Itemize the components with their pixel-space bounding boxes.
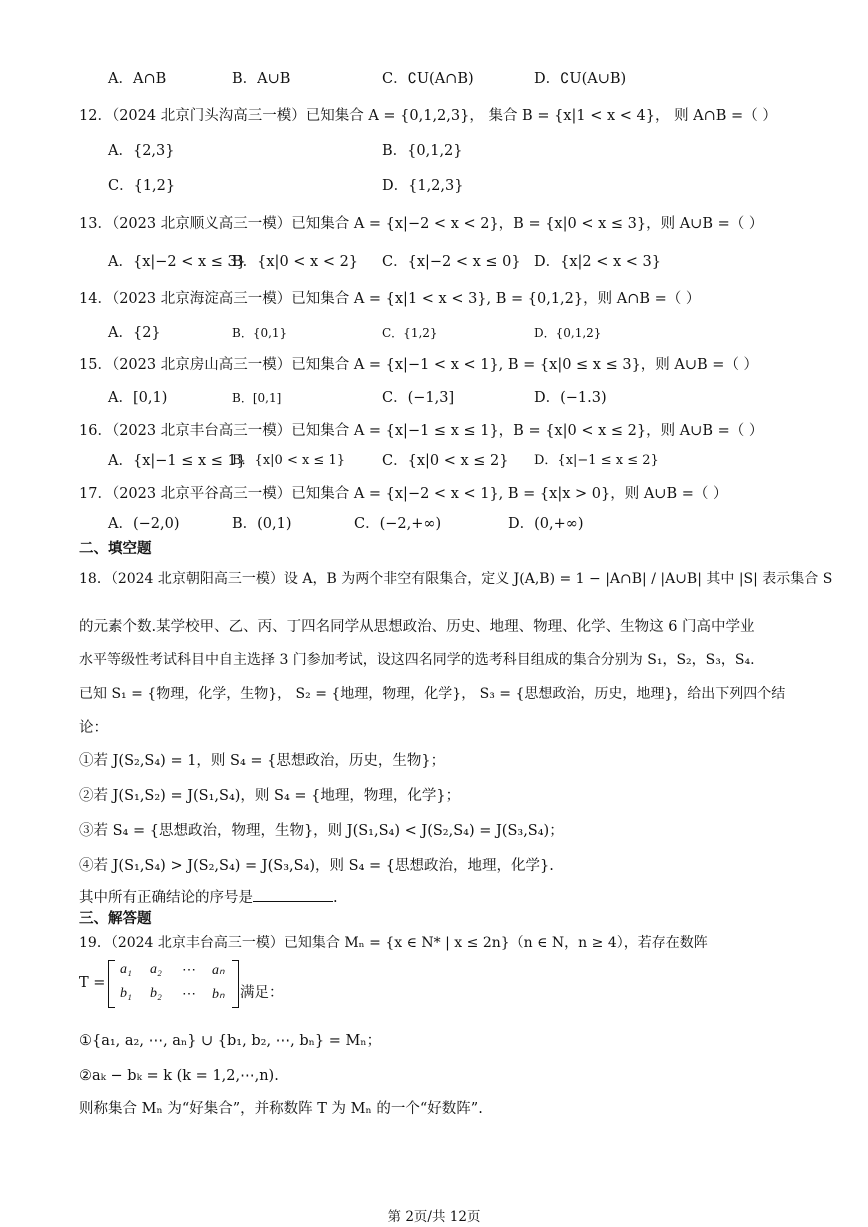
q16-option-b: B．{x|0 < x ≤ 1} [232,453,345,468]
q11-option-b: B．A∪B [232,71,291,87]
q18-question-text: 其中所有正确结论的序号是 [79,890,253,906]
q19-stem: 19．（2024 北京丰台高三一模）已知集合 Mₙ = {x ∈ N* | x ≤ 2n}（n ∈ N，n ≥ 4），若存在数阵 [79,935,708,951]
matrix-dots-1: ⋯ [182,963,196,978]
q12-option-b: B．{0,1,2} [382,143,463,159]
q13-option-c: C．{x|−2 < x ≤ 0} [382,254,521,270]
q19-condition-1: ①{a₁, a₂, ⋯, aₙ} ∪ {b₁, b₂, ⋯, bₙ} = Mₙ； [79,1033,382,1049]
matrix-bn: bₙ [212,987,225,1002]
q16-option-a: A．{x|−1 ≤ x ≤ 1} [108,453,246,469]
q13-option-d: D．{x|2 < x < 3} [534,254,662,270]
q13-option-a: A．{x|−2 < x ≤ 3} [108,254,246,270]
q16-option-d: D．{x|−1 ≤ x ≤ 2} [534,453,659,468]
matrix-a1: a₁ [120,962,132,977]
q15-option-c: C．(−1,3] [382,390,455,406]
q17-option-b: B．(0,1) [232,516,292,532]
q18-line-1: 18．（2024 北京朝阳高三一模）设 A，B 为两个非空有限集合，定义 J(A,B) = 1 − |A∩B| / |A∪B| 其中 |S| 表示集合 S [79,571,833,587]
q15-option-a: A．[0,1) [108,390,168,406]
q18-conclusion-1: ①若 J(S₂,S₄) = 1，则 S₄ = {思想政治，历史，生物}； [79,753,446,769]
q13-option-b: B．{x|0 < x < 2} [232,254,359,270]
q18-question [79,887,338,908]
q18-conclusion-4: ④若 J(S₁,S₄) > J(S₂,S₄) = J(S₃,S₄)，则 S₄ = {思想政治，地理，化学}. [79,858,554,874]
q15-option-b: B．[0,1] [232,391,282,405]
q18-line-5: 论： [79,720,108,736]
q17-option-c: C．(−2,+∞) [354,516,442,532]
q11-option-a: A．A∩B [108,71,167,87]
q18-line-4: 已知 S₁ = {物理，化学，生物}， S₂ = {地理，物理，化学}， S₃ = {思想政治，历史，地理}，给出下列四个结 [79,686,786,702]
matrix-a2: a₂ [150,962,162,977]
q18-conclusion-2: ②若 J(S₁,S₂) = J(S₁,S₄)，则 S₄ = {地理，物理，化学}； [79,788,461,804]
section-fill-in-heading: 二、填空题 [79,541,152,557]
q14-stem: 14．（2023 北京海淀高三一模）已知集合 A = {x|1 < x < 3}, B = {0,1,2}，则 A∩B =（ ） [79,291,701,307]
q14-option-c: C．{1,2} [382,326,438,340]
q14-option-d: D．{0,1,2} [534,326,602,340]
matrix-left-bracket [108,960,115,1008]
q19-condition-2: ②aₖ − bₖ = k (k = 1,2,⋯,n). [79,1068,279,1084]
q14-option-b: B．{0,1} [232,326,288,340]
q15-stem: 15．（2023 北京房山高三一模）已知集合 A = {x|−1 < x < 1}, B = {x|0 ≤ x ≤ 3}，则 A∪B =（ ） [79,357,759,373]
q12-stem: 12．（2024 北京门头沟高三一模）已知集合 A = {0,1,2,3}， 集合 B = {x|1 < x < 4}， 则 A∩B =（ ） [79,108,777,124]
q18-question-end: . [333,890,338,906]
q11-option-d: D．∁U(A∪B) [534,71,627,87]
q16-option-c: C．{x|0 < x ≤ 2} [382,453,509,469]
matrix-b1: b₁ [120,986,132,1001]
q18-line-3: 水平等级性考试科目中自主选择 3 门参加考试，设这四名同学的选考科目组成的集合分别为 S₁，S₂，S₃，S₄. [79,652,755,668]
q11-option-c: C．∁U(A∩B) [382,71,474,87]
q12-option-c: C．{1,2} [108,178,176,194]
matrix-b2: b₂ [150,986,162,1001]
page-footer: 第 2页/共 12页 [387,1209,481,1225]
q18-line-2: 的元素个数.某学校甲、乙、丙、丁四名同学从思想政治、历史、地理、物理、化学、生物这 6 门高中学业 [79,619,755,635]
q18-conclusion-3: ③若 S₄ = {思想政治，物理，生物}，则 J(S₁,S₄) < J(S₂,S₄) = J(S₃,S₄)； [79,823,564,839]
q19-conclusion: 则称集合 Mₙ 为“好集合”，并称数阵 T 为 Mₙ 的一个“好数阵”. [79,1101,483,1117]
q19-matrix-prefix: T = [79,975,106,991]
q13-stem: 13．（2023 北京顺义高三一模）已知集合 A = {x|−2 < x < 2}，B = {x|0 < x ≤ 3}，则 A∪B =（ ） [79,216,764,232]
q19-matrix-suffix: 满足： [240,985,284,1001]
q17-option-d: D．(0,+∞) [508,516,584,532]
q16-stem: 16．（2023 北京丰台高三一模）已知集合 A = {x|−1 ≤ x ≤ 1}，B = {x|0 < x ≤ 2}，则 A∪B =（ ） [79,423,764,439]
q17-stem: 17．（2023 北京平谷高三一模）已知集合 A = {x|−2 < x < 1}, B = {x|x > 0}，则 A∪B =（ ） [79,486,728,502]
matrix-dots-2: ⋯ [182,987,196,1002]
q17-option-a: A．(−2,0) [108,516,180,532]
q15-option-d: D．(−1.3) [534,390,607,406]
section-answer-heading: 三、解答题 [79,911,152,927]
q12-option-a: A．{2,3} [108,143,175,159]
q14-option-a: A．{2} [108,325,161,341]
answer-blank[interactable] [253,887,333,902]
matrix-right-bracket [232,960,239,1008]
matrix-an: aₙ [212,963,225,978]
q12-option-d: D．{1,2,3} [382,178,464,194]
